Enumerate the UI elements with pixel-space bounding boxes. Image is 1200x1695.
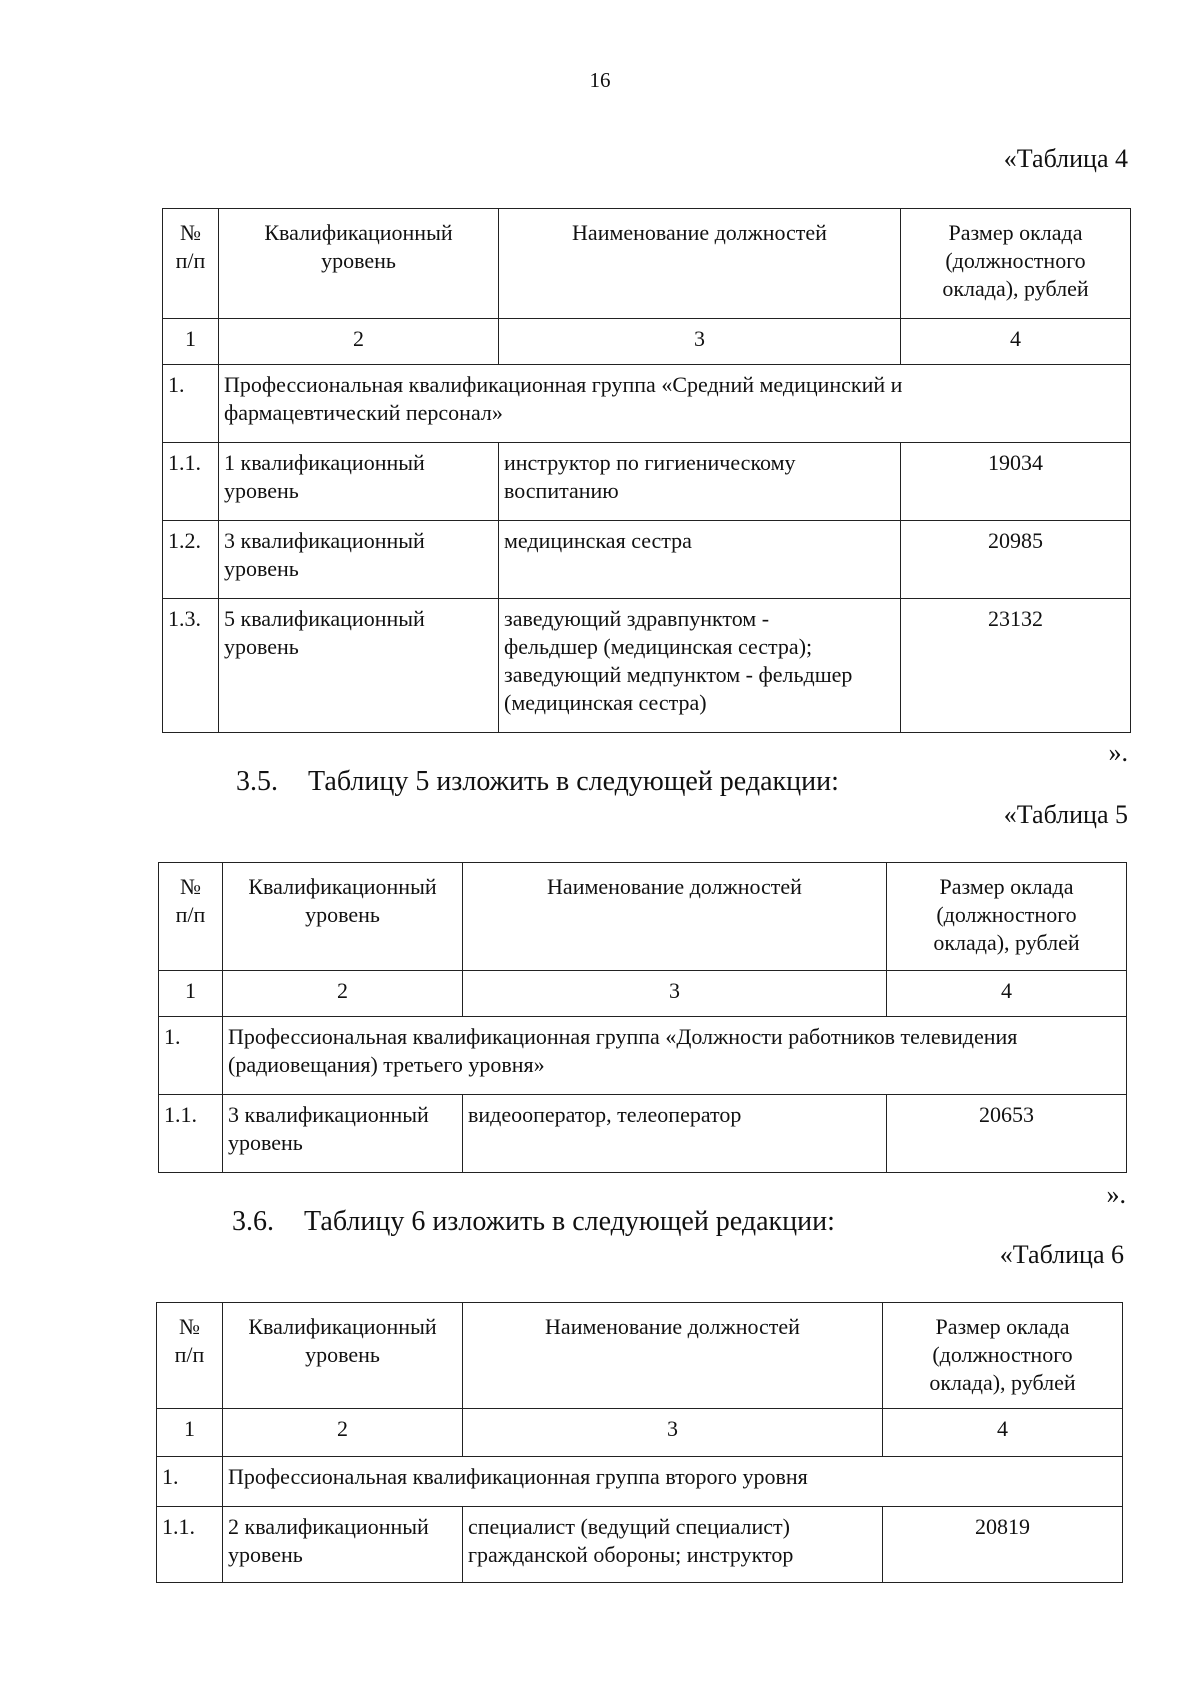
row-salary: 19034 xyxy=(901,443,1131,521)
table-5-closing-quote: ». xyxy=(1106,1180,1126,1209)
header-positions: Наименование должностей xyxy=(463,1303,883,1409)
table-row xyxy=(157,1507,1123,1583)
group-name: Профессиональная квалификационная группа «Должности работников телевидения (радиовещания) третьего уровня» xyxy=(223,1017,1127,1095)
column-number: 2 xyxy=(219,319,499,365)
column-number-row xyxy=(159,971,1127,1017)
table-6 xyxy=(156,1302,1123,1583)
column-number: 2 xyxy=(223,1409,463,1457)
row-positions: заведующий здравпунктом - фельдшер (медицинская сестра); заведующий медпунктом - фельдшер (медицинская сестра) xyxy=(499,599,901,733)
group-name: Профессиональная квалификационная группа «Средний медицинский и фармацевтический персонал» xyxy=(219,365,1131,443)
column-number: 4 xyxy=(901,319,1131,365)
instruction-text: Таблицу 5 изложить в следующей редакции: xyxy=(308,766,839,797)
header-salary: Размер оклада (должностного оклада), рублей xyxy=(901,209,1131,319)
column-number-row xyxy=(157,1409,1123,1457)
column-number: 1 xyxy=(163,319,219,365)
instruction-3-5 xyxy=(236,766,839,798)
column-number: 2 xyxy=(223,971,463,1017)
table-6-caption: «Таблица 6 xyxy=(999,1240,1124,1269)
group-name: Профессиональная квалификационная группа второго уровня xyxy=(223,1457,1123,1507)
group-number: 1. xyxy=(157,1457,223,1507)
table-5-caption: «Таблица 5 xyxy=(1003,800,1128,829)
table-row xyxy=(159,1095,1127,1173)
row-salary: 20819 xyxy=(883,1507,1123,1583)
row-positions: видеооператор, телеоператор xyxy=(463,1095,887,1173)
group-row xyxy=(157,1457,1123,1507)
column-number-row xyxy=(163,319,1131,365)
header-number: № п/п xyxy=(163,209,219,319)
row-level: 1 квалификационный уровень xyxy=(219,443,499,521)
column-number: 1 xyxy=(157,1409,223,1457)
column-number: 4 xyxy=(883,1409,1123,1457)
row-positions: специалист (ведущий специалист) гражданской обороны; инструктор xyxy=(463,1507,883,1583)
page-number: 16 xyxy=(589,68,611,92)
instruction-number: 3.6. xyxy=(232,1206,274,1237)
instruction-number: 3.5. xyxy=(236,766,278,797)
group-number: 1. xyxy=(163,365,219,443)
header-positions: Наименование должностей xyxy=(463,863,887,971)
column-number: 3 xyxy=(463,971,887,1017)
table-5 xyxy=(158,862,1127,1173)
group-number: 1. xyxy=(159,1017,223,1095)
table-header-row xyxy=(159,863,1127,971)
table-4 xyxy=(162,208,1131,733)
column-number: 4 xyxy=(887,971,1127,1017)
column-number: 3 xyxy=(499,319,901,365)
header-level: Квалификационный уровень xyxy=(223,863,463,971)
header-salary: Размер оклада (должностного оклада), рублей xyxy=(887,863,1127,971)
table-4-closing-quote: ». xyxy=(1108,738,1128,767)
row-number: 1.1. xyxy=(163,443,219,521)
header-positions: Наименование должностей xyxy=(499,209,901,319)
row-level: 3 квалификационный уровень xyxy=(223,1095,463,1173)
group-row xyxy=(163,365,1131,443)
instruction-3-6 xyxy=(232,1206,835,1238)
row-number: 1.1. xyxy=(159,1095,223,1173)
row-positions: инструктор по гигиеническому воспитанию xyxy=(499,443,901,521)
row-positions: медицинская сестра xyxy=(499,521,901,599)
row-salary: 20985 xyxy=(901,521,1131,599)
row-salary: 20653 xyxy=(887,1095,1127,1173)
row-number: 1.1. xyxy=(157,1507,223,1583)
header-level: Квалификационный уровень xyxy=(223,1303,463,1409)
table-header-row xyxy=(163,209,1131,319)
group-row xyxy=(159,1017,1127,1095)
header-number: № п/п xyxy=(157,1303,223,1409)
table-4-caption: «Таблица 4 xyxy=(1003,144,1128,173)
column-number: 3 xyxy=(463,1409,883,1457)
table-row xyxy=(163,599,1131,733)
column-number: 1 xyxy=(159,971,223,1017)
instruction-text: Таблицу 6 изложить в следующей редакции: xyxy=(304,1206,835,1237)
row-salary: 23132 xyxy=(901,599,1131,733)
row-level: 2 квалификационный уровень xyxy=(223,1507,463,1583)
row-number: 1.3. xyxy=(163,599,219,733)
header-salary: Размер оклада (должностного оклада), рублей xyxy=(883,1303,1123,1409)
table-row xyxy=(163,443,1131,521)
table-header-row xyxy=(157,1303,1123,1409)
row-level: 3 квалификационный уровень xyxy=(219,521,499,599)
row-number: 1.2. xyxy=(163,521,219,599)
row-level: 5 квалификационный уровень xyxy=(219,599,499,733)
header-number: № п/п xyxy=(159,863,223,971)
header-level: Квалификационный уровень xyxy=(219,209,499,319)
table-row xyxy=(163,521,1131,599)
